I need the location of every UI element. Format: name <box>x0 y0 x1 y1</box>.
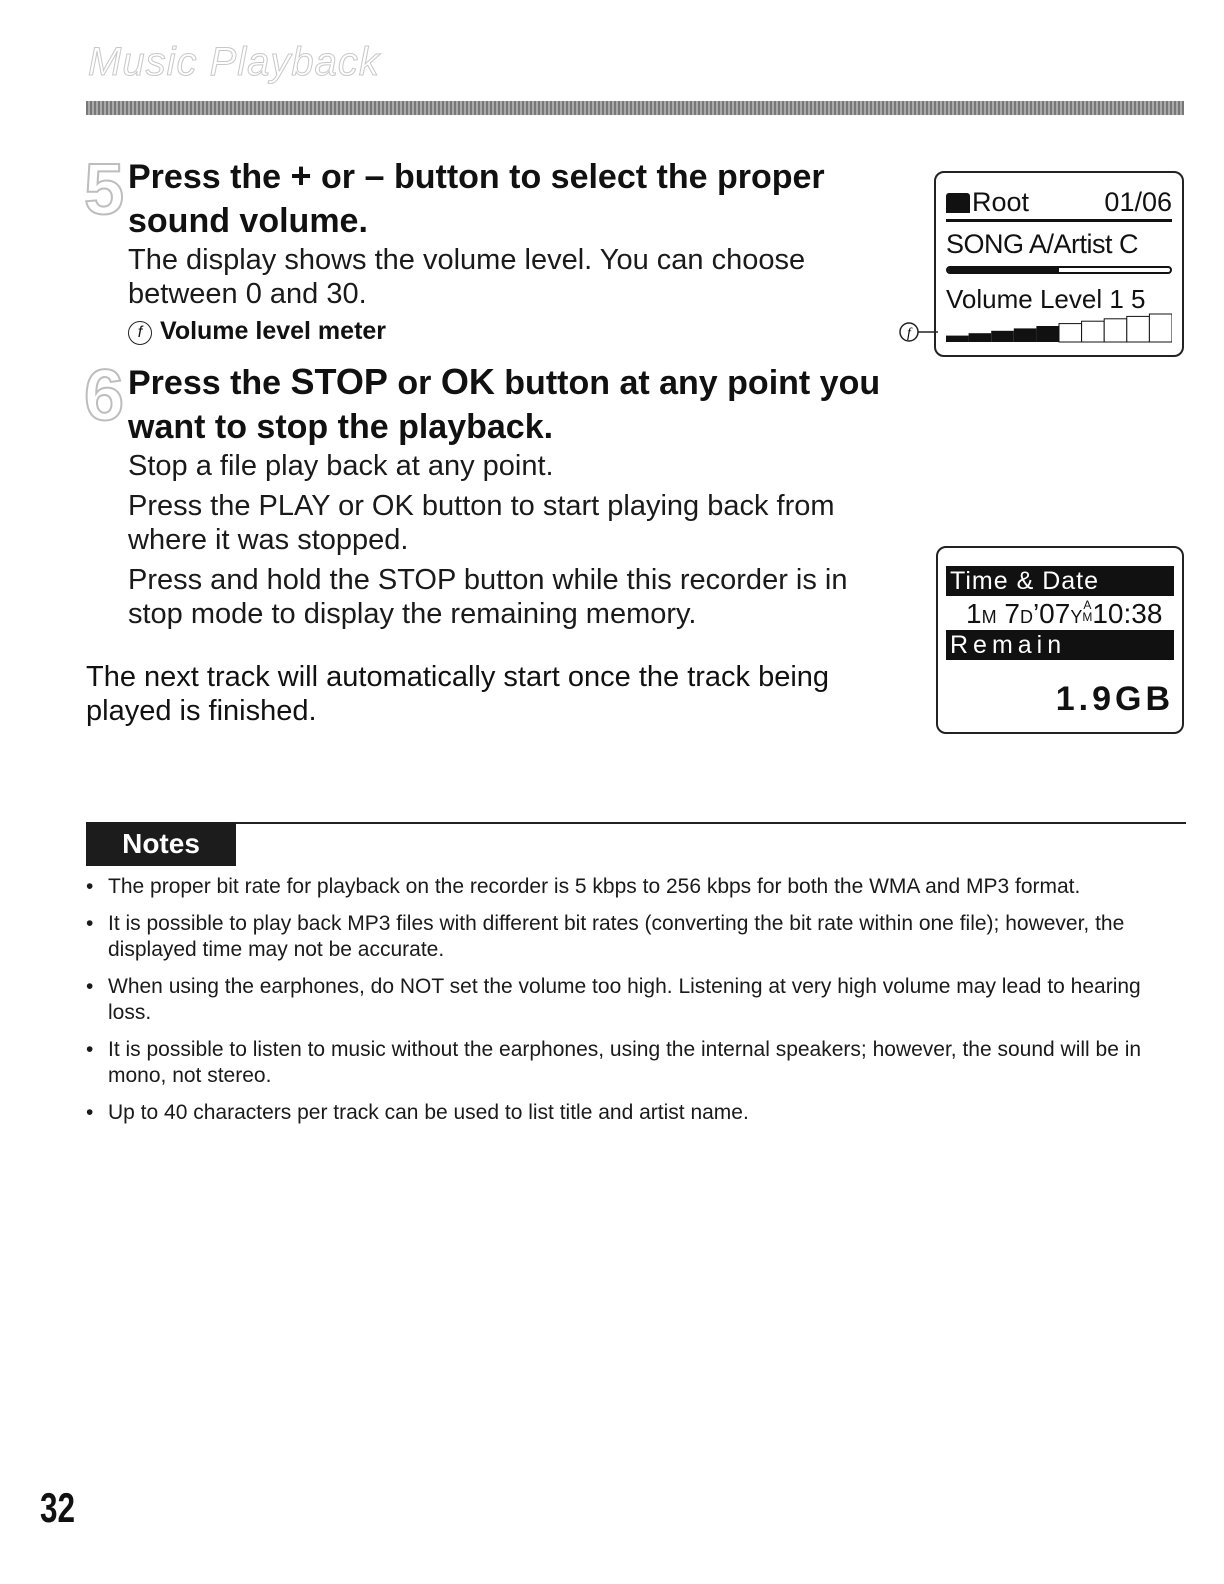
time-date-value: 1M 7D’07Y A M 10:38 <box>966 598 1163 629</box>
stop-word: STOP <box>290 361 388 402</box>
minus-symbol: – <box>364 155 385 196</box>
track-counter: 01/06 <box>1104 187 1172 217</box>
volume-meter-callout <box>898 320 938 346</box>
note-item: • It is possible to play back MP3 files with different bit rates (converting the bit rate within one file); however, the displayed time may not be accurate. <box>86 911 1188 963</box>
volume-meter-step-empty <box>1149 314 1172 342</box>
time-date-title: Time & Date <box>946 566 1174 596</box>
volume-meter-step-empty <box>1127 316 1150 342</box>
lcd-folder-row: Root 01/06 <box>946 187 1172 222</box>
step-body: Stop a file play back at any point. Press the PLAY or OK button to start playing back from where it was stopped. Press and hold the STOP button while this recorder is in stop mode to display the remaining memory. <box>128 450 848 630</box>
step-6 <box>84 356 894 637</box>
volume-meter-step-empty <box>1059 324 1082 342</box>
note-item: • When using the earphones, do NOT set the volume too high. Listening at very high volume may lead to hearing loss. <box>86 974 1188 1026</box>
lcd-memory-display <box>936 546 1184 734</box>
lcd-song: SONG A/Artist C <box>946 229 1139 259</box>
volume-meter-step-filled <box>946 336 969 342</box>
volume-meter-step-filled <box>969 333 992 342</box>
playback-progress-bar <box>946 266 1172 274</box>
plus-symbol: + <box>290 155 312 196</box>
ok-word: OK <box>440 361 495 402</box>
volume-meter-step-filled <box>1014 328 1037 342</box>
note-item: • It is possible to listen to music without the earphones, using the internal speakers; however, the sound will be in mono, not stereo. <box>86 1037 1188 1089</box>
svg-text:f: f <box>907 326 911 341</box>
step-5 <box>84 150 894 346</box>
lcd-volume-display <box>934 171 1184 357</box>
callout-marker-icon: f <box>128 321 152 345</box>
volume-level-meter <box>946 313 1172 343</box>
folder-icon <box>946 193 970 213</box>
step-heading: Press the STOP or OK button at any point you want to stop the playback. <box>128 361 881 446</box>
notes-title: Notes <box>86 822 236 866</box>
notes-list <box>86 874 1188 1137</box>
volume-meter-step-filled <box>1036 326 1059 342</box>
section-title: Music Playback <box>88 40 380 84</box>
note-item: • Up to 40 characters per track can be used to list title and artist name. <box>86 1100 1188 1126</box>
lcd-volume-label: Volume Level 1 5 <box>946 284 1146 314</box>
notes-rule <box>236 822 1186 824</box>
header-rule <box>86 101 1184 115</box>
step-heading: Press the + or – button to select the proper sound volume. <box>128 155 825 240</box>
volume-meter-step-empty <box>1104 319 1127 342</box>
volume-meter-step-filled <box>991 331 1014 342</box>
remain-label: Remain <box>946 630 1174 660</box>
volume-value: 1 5 <box>1109 284 1146 314</box>
step-number: 6 <box>84 356 125 436</box>
step-body: The display shows the volume level. You can choose between 0 and 30. <box>128 244 806 310</box>
remain-value: 1.9GB <box>1055 680 1174 718</box>
note-item: • The proper bit rate for playback on the recorder is 5 kbps to 256 kbps for both the WMA and MP3 format. <box>86 874 1188 900</box>
callout-label: f Volume level meter <box>128 317 894 346</box>
volume-meter-step-empty <box>1082 321 1105 342</box>
after-steps-text: The next track will automatically start once the track being played is finished. <box>86 661 830 727</box>
step-number: 5 <box>84 150 125 230</box>
page-number: 32 <box>40 1484 76 1531</box>
